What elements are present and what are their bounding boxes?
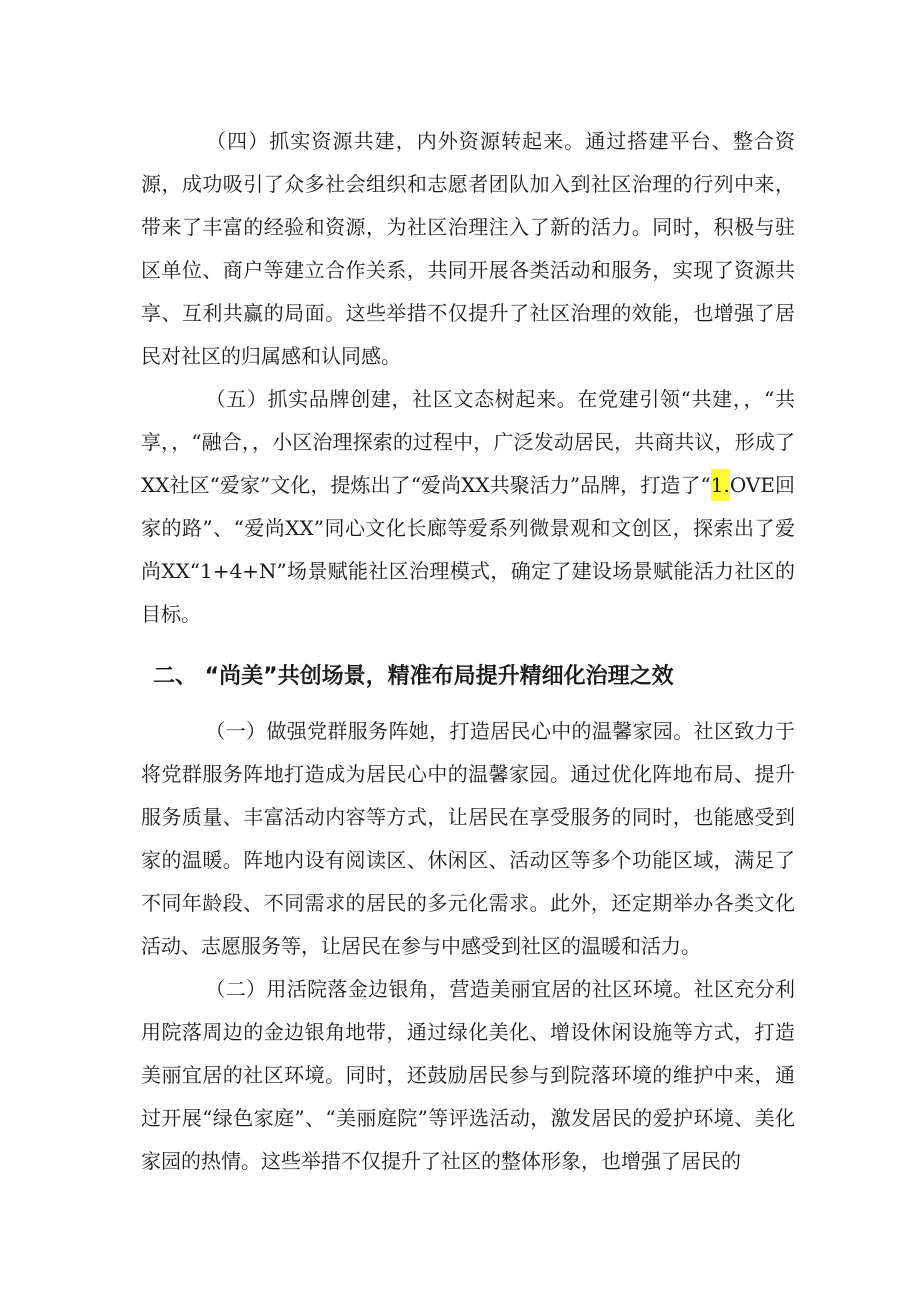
- highlighted-text: 1.: [711, 469, 730, 501]
- paragraph-text: （四）抓实资源共建，内外资源转起来。通过搭建平台、整合资源，成功吸引了众多社会组织和志愿者团队加入到社区治理的行列中来，带来了丰富的经验和资源，为社区治理注入了新的活力。同时，积极与驻区单位、商户等建立合作关系，共同开展各类活动和服务，实现了资源共享、互利共赢的局面。这些举措不仅提升了社区治理的效能，也增强了居民对社区的归属感和认同感。: [141, 129, 795, 368]
- document-page: [141, 120, 795, 1183]
- paragraph-courtyard-environment: [141, 968, 795, 1183]
- paragraph-text: （五）抓实品牌创建，社区文态树起来。在党建引领“共建，，“共享，，“融合，，小区治理探索的过程中，广泛发动居民，共商共议，形成了XX社区“爱家”文化，提炼出了“爱尚XX共聚活力”品牌，打造了“: [141, 387, 795, 497]
- paragraph-text: （一）做强党群服务阵她，打造居民心中的温馨家园。社区致力于将党群服务阵地打造成为居民心中的温馨家园。通过优化阵地布局、提升服务质量、丰富活动内容等方式，让居民在享受服务的同时，也能感受到家的温暖。阵地内设有阅读区、休闲区、活动区等多个功能区域，满足了不同年龄段、不同需求的居民的多元化需求。此外，还定期举办各类文化活动、志愿服务等，让居民在参与中感受到社区的温暖和活力。: [141, 719, 795, 958]
- paragraph-brand-building: [141, 378, 795, 636]
- paragraph-text: OVE回家的路”、“爱尚XX”同心文化长廊等爱系列微景观和文创区，探索出了爱尚XX“1+4+N”场景赋能社区治理模式，确定了建设场景赋能活力社区的目标。: [141, 473, 796, 626]
- paragraph-text: （二）用活院落金边银角，营造美丽宜居的社区环境。社区充分利用院落周边的金边银角地带，通过绿化美化、增设休闲设施等方式，打造美丽宜居的社区环境。同时，还鼓励居民参与到院落环境的维护中来，通过开展“绿色家庭”、“美丽庭院”等评选活动，激发居民的爱护环境、美化家园的热情。这些举措不仅提升了社区的整体形象，也增强了居民的: [141, 977, 795, 1173]
- section-heading: 二、 “尚美”共创场景，精准布局提升精细化治理之效: [153, 664, 674, 689]
- paragraph-resource-building: [141, 120, 795, 378]
- paragraph-service-position: [141, 710, 795, 968]
